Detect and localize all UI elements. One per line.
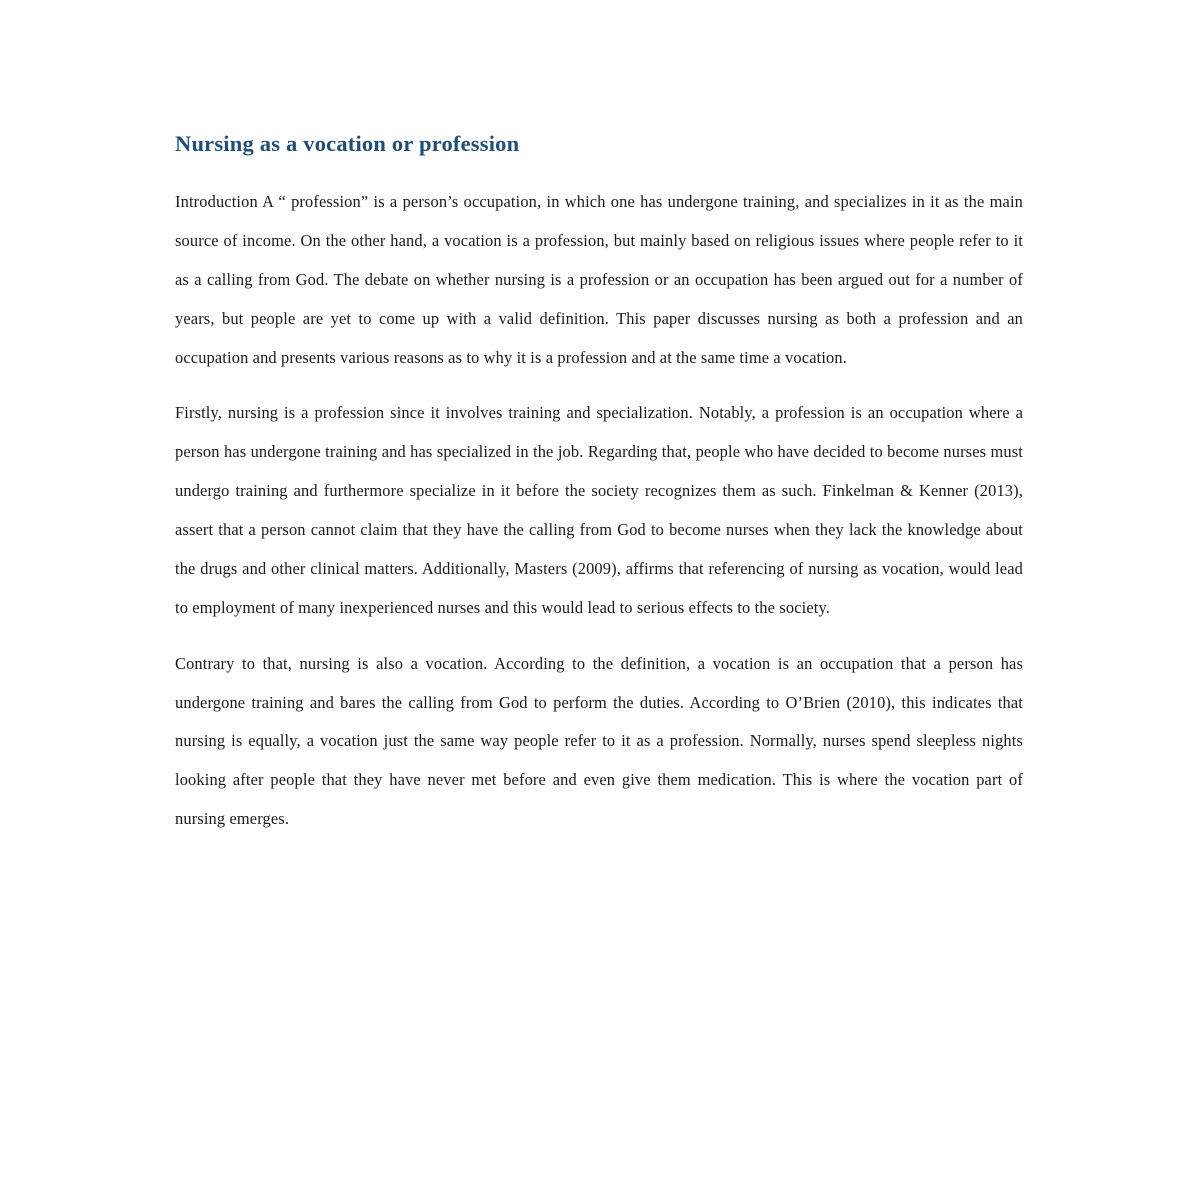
paragraph-introduction: Introduction A “ profession” is a person’s occupation, in which one has undergone training, and specializes in it as the main source of income. On the other hand, a vocation is a profession, but mainly based on religious issues where people refer to it as a calling from God. The debate on whether nursing is a profession or an occupation has been argued out for a number of years, but people are yet to come up with a valid definition. This paper discusses nursing as both a profession and an occupation and presents various reasons as to why it is a profession and at the same time a vocation. (175, 192, 1023, 367)
paragraph-profession-argument: Firstly, nursing is a profession since it involves training and specialization. Notably, a profession is an occupation where a person has undergone training and has specialized in the job. Regarding that, people who have decided to become nurses must undergo training and furthermore specialize in it before the society recognizes them as such. Finkelman & Kenner (2013), assert that a person cannot claim that they have the calling from God to become nurses when they lack the knowledge about the drugs and other clinical matters. Additionally, Masters (2009), affirms that referencing of nursing as vocation, would lead to employment of many inexperienced nurses and this would lead to serious effects to the society. (175, 403, 1023, 617)
paragraph-vocation-argument: Contrary to that, nursing is also a vocation. According to the definition, a vocation is an occupation that a person has undergone training and bares the calling from God to perform the duties. According to O’Brien (2010), this indicates that nursing is equally, a vocation just the same way people refer to it as a profession. Normally, nurses spend sleepless nights looking after people that they have never met before and even give them medication. This is where the vocation part of nursing emerges. (175, 653, 1023, 829)
document-body (175, 130, 1023, 855)
page-title: Nursing as a vocation or profession (175, 131, 520, 156)
